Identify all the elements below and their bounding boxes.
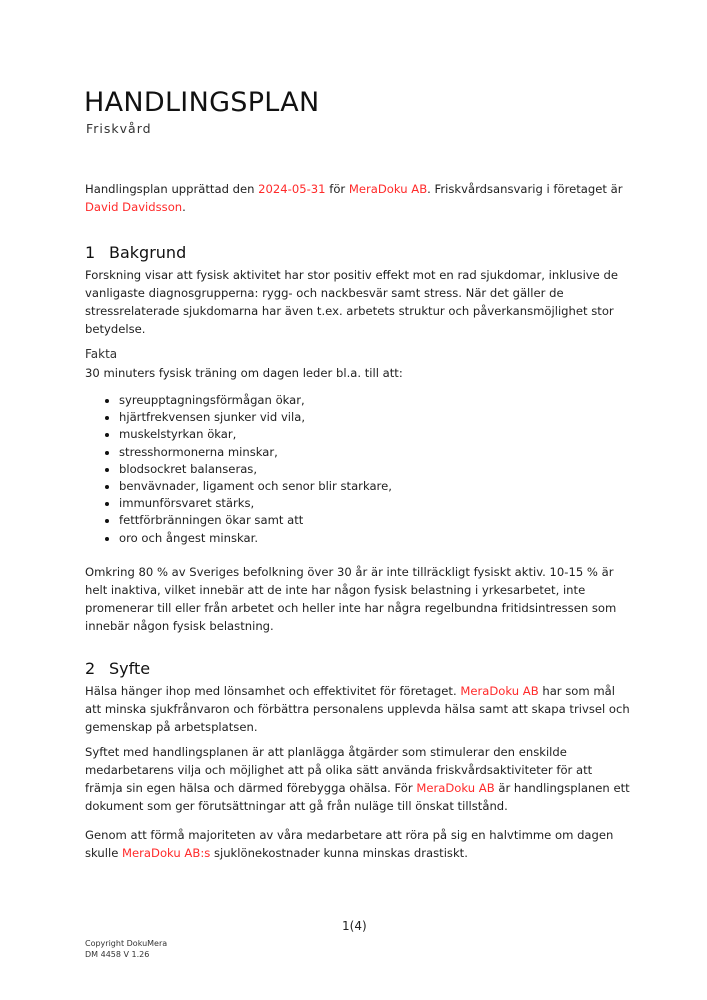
section-paragraph — [85, 682, 630, 736]
paragraph-text: sjuklönekostnader kunna minskas drastiskt. — [210, 846, 468, 860]
section-paragraph — [85, 826, 630, 862]
plan-date: 2024-05-31 — [258, 182, 326, 196]
intro-text: . — [182, 200, 186, 214]
footer — [85, 938, 167, 960]
section-bakgrund — [85, 242, 630, 338]
paragraph-text: Hälsa hänger ihop med lönsamhet och effektivitet för företaget. — [85, 684, 461, 698]
paragraph-text: Syftet med handlingsplanen är att planlägga åtgärder som stimulerar den enskilde medarbetarens vilja och möjlighet att på olika sätt använda friskvårdsaktiviteter för att främja sin egen hälsa och därmed förebygga ohälsa. För — [85, 745, 593, 795]
bullet-icon — [105, 399, 109, 403]
bullet-icon — [105, 416, 109, 420]
intro-paragraph — [85, 180, 630, 216]
section-title: Bakgrund — [109, 243, 187, 262]
section-paragraph — [85, 743, 630, 815]
list-item-text: stresshormonerna minskar, — [119, 444, 278, 459]
intro-text: . Friskvårdsansvarig i företaget är — [427, 182, 623, 196]
bullet-icon — [105, 451, 109, 455]
section-syfte — [85, 658, 630, 736]
copyright-text: Copyright DokuMera — [85, 939, 168, 948]
company-name: MeraDoku AB:s — [122, 846, 211, 860]
subheading-fakta: Fakta — [85, 347, 118, 361]
section-paragraph: Forskning visar att fysisk aktivitet har stor positiv effekt mot en rad sjukdomar, inklusive de vanligaste diagnosgrupperna: rygg- och nackbesvär samt stress. När det gäller de stressrelaterade sjukdomarna har även t.ex. arbetets struktur och påverkansmöjlighet stor betydelse. — [85, 268, 618, 336]
document-id: DM 4458 V 1.26 — [85, 950, 150, 959]
list-item-text: syreupptagningsförmågan ökar, — [119, 393, 305, 407]
statistics-block — [85, 563, 630, 635]
list-item-text: oro och ångest minskar. — [119, 530, 259, 545]
responsible-person: David Davidsson — [85, 200, 183, 214]
list-item — [103, 495, 630, 512]
list-item — [103, 512, 630, 529]
list-item-text: muskelstyrkan ökar, — [119, 427, 237, 442]
list-item-text: fettförbränningen ökar samt att — [119, 513, 304, 528]
document-subtitle: Friskvård — [86, 121, 152, 136]
section-heading — [85, 242, 630, 264]
list-item — [103, 478, 630, 495]
statistics-paragraph: Omkring 80 % av Sveriges befolkning över 30 år är inte tillräckligt fysiskt aktiv. 10-15 % är helt inaktiva, vilket innebär att de inte har någon fysisk belastning i yrkesarbetet, inte promenerar till eller från arbetet och heller inte har några regelbundna fritidsintressen som innebär någon fysisk belastning. — [85, 565, 617, 633]
goal-block — [85, 826, 630, 862]
list-intro: 30 minuters fysisk träning om dagen leder bl.a. till att: — [85, 366, 403, 380]
purpose-block — [85, 743, 630, 815]
company-name: MeraDoku AB — [416, 781, 495, 795]
paragraph-text: är handlingsplanen ett dokument som ger förutsättningar att gå från nuläge till önskat tillstånd. — [85, 781, 630, 813]
list-item — [103, 461, 630, 478]
list-item-text: benvävnader, ligament och senor blir starkare, — [119, 479, 392, 494]
list-item-text: blodsockret balanseras, — [119, 461, 258, 476]
list-item-text: immunförsvaret stärks, — [119, 496, 255, 511]
company-name: MeraDoku AB — [348, 182, 428, 196]
bullet-icon — [105, 519, 109, 523]
page-number: 1(4) — [342, 919, 367, 933]
section-number: 2 — [85, 659, 96, 678]
bullet-icon — [105, 485, 109, 489]
bullet-icon — [105, 468, 109, 472]
paragraph-text: har som mål att minska sjukfrånvaron och förbättra personalens upplevda hälsa samt att skapa trivsel och gemenskap på arbetsplatsen. — [85, 684, 630, 734]
list-item — [103, 409, 630, 426]
section-title: Syfte — [109, 659, 151, 678]
company-name: MeraDoku AB — [460, 684, 539, 698]
bullet-icon — [105, 433, 109, 437]
list-item-text: hjärtfrekvensen sjunker vid vila, — [119, 410, 306, 425]
intro-text: för — [325, 182, 349, 196]
intro-block — [85, 180, 630, 216]
section-number: 1 — [85, 243, 96, 262]
paragraph-text: Genom att förmå majoriteten av våra medarbetare att röra på sig en halvtimme om dagen skulle — [85, 828, 614, 860]
bullet-icon — [105, 502, 109, 506]
list-item — [103, 392, 630, 409]
list-item — [103, 444, 630, 461]
fakta-block — [85, 345, 630, 547]
document-title: HANDLINGSPLAN — [84, 87, 320, 118]
list-item — [103, 426, 630, 443]
fact-list — [85, 392, 630, 547]
list-item — [103, 530, 630, 547]
intro-text: Handlingsplan upprättad den — [85, 182, 259, 196]
bullet-icon — [105, 537, 109, 541]
section-heading — [85, 658, 630, 680]
